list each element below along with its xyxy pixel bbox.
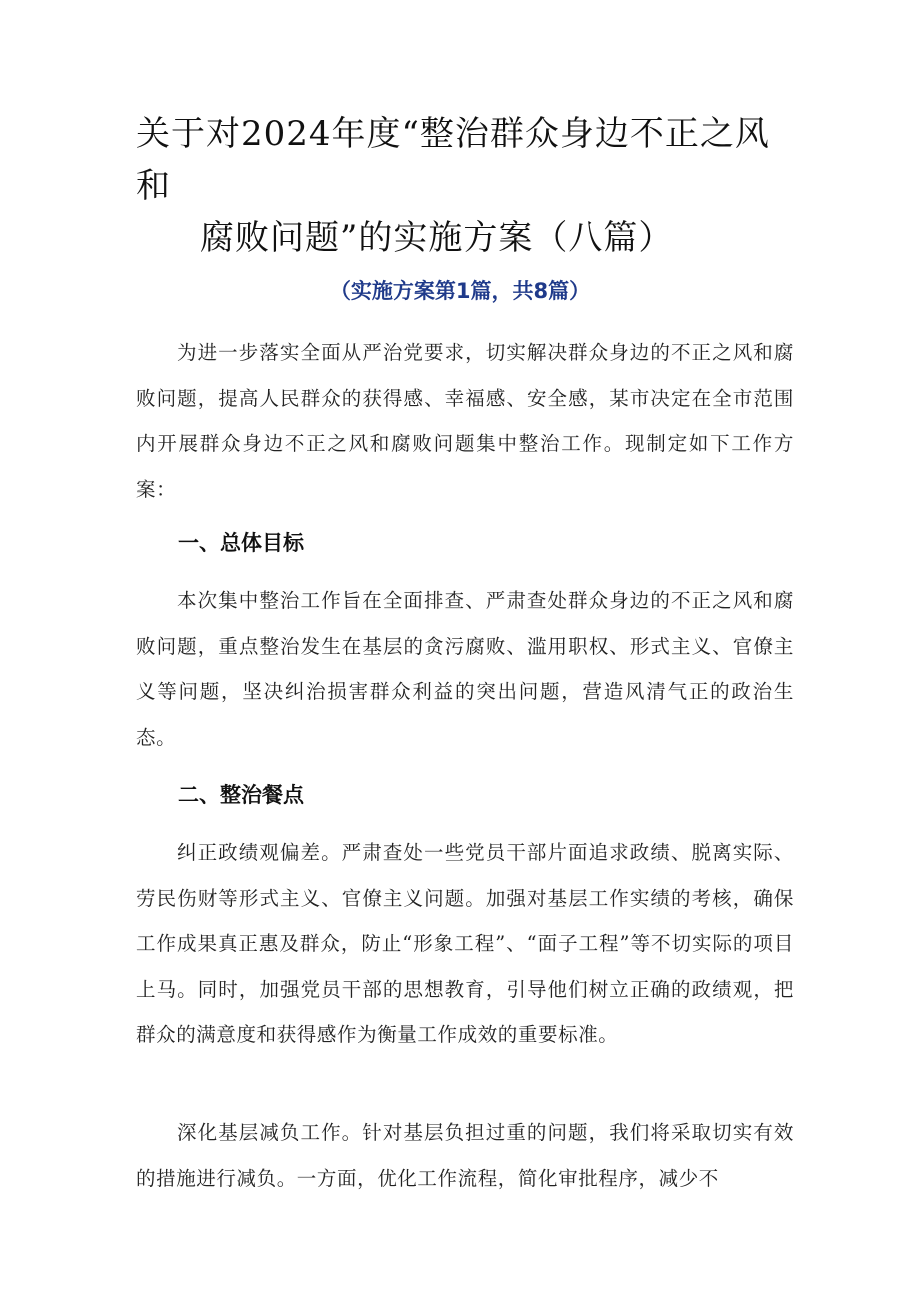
title-line-1: 关于对2024年度“整治群众身边不正之风和: [136, 114, 770, 206]
document-subtitle: （实施方案第1篇，共8篇）: [329, 279, 591, 303]
section-2-paragraph-1: 纠正政绩观偏差。严肃查处一些党员干部片面追求政绩、脱离实际、劳民伤财等形式主义、官僚主义问题。加强对基层工作实绩的考核，确保工作成果真正惠及群众，防止“形象工程”、“面子工程”等不切实际的项目上马。同时，加强党员干部的思想教育，引导他们树立正确的政绩观，把群众的满意度和获得感作为衡量工作成效的重要标准。: [136, 841, 794, 1046]
document-title: [136, 108, 796, 264]
title-line-2: 腐败问题”的实施方案（八篇）: [200, 218, 674, 258]
section-2-heading: 二、整治餐点: [178, 783, 304, 807]
section-2-paragraph-2: 深化基层减负工作。针对基层负担过重的问题，我们将采取切实有效的措施进行减负。一方面，优化工作流程，简化审批程序，减少不: [136, 1121, 794, 1190]
intro-paragraph: 为进一步落实全面从严治党要求，切实解决群众身边的不正之风和腐败问题，提高人民群众的获得感、幸福感、安全感，某市决定在全市范围内开展群众身边不正之风和腐败问题集中整治工作。现制定如下工作方案：: [136, 341, 794, 501]
section-1-paragraph: 本次集中整治工作旨在全面排查、严肃查处群众身边的不正之风和腐败问题，重点整治发生在基层的贪污腐败、滥用职权、形式主义、官僚主义等问题，坚决纠治损害群众利益的突出问题，营造风清气正的政治生态。: [136, 589, 794, 749]
section-1-heading: 一、总体目标: [178, 531, 304, 555]
